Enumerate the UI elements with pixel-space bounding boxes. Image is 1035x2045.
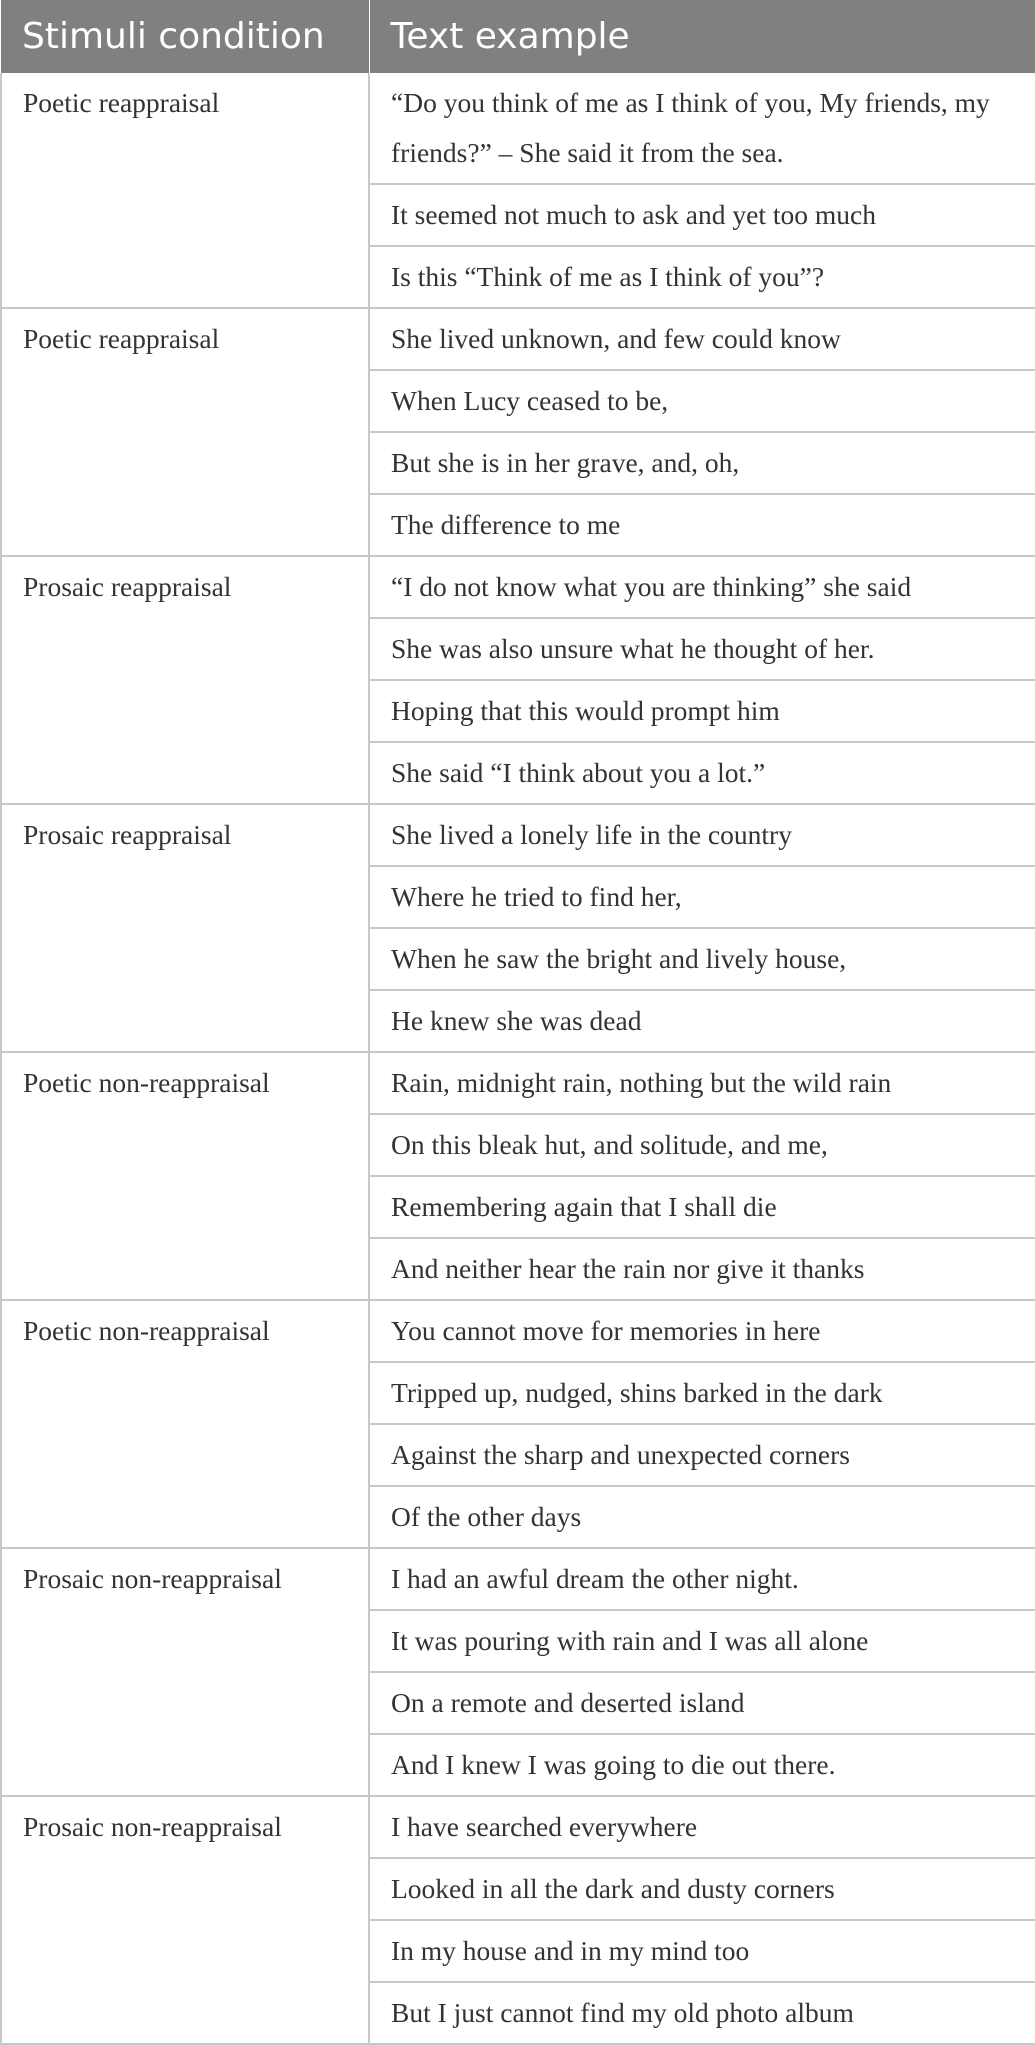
table-row — [1, 1548, 1035, 1610]
stimuli-condition-cell: Prosaic non-reappraisal — [1, 1796, 369, 2044]
text-example-cell: But I just cannot find my old photo album — [369, 1982, 1035, 2044]
text-example-cell: When he saw the bright and lively house, — [369, 928, 1035, 990]
text-example-cell: She was also unsure what he thought of her. — [369, 618, 1035, 680]
text-example-cell: It was pouring with rain and I was all alone — [369, 1610, 1035, 1672]
table-header-row — [1, 0, 1035, 73]
table-row — [1, 556, 1035, 618]
text-example-cell: Is this “Think of me as I think of you”? — [369, 246, 1035, 308]
text-example-cell: She lived a lonely life in the country — [369, 804, 1035, 866]
table-body — [1, 73, 1035, 2044]
table-row — [1, 804, 1035, 866]
text-example-cell: It seemed not much to ask and yet too much — [369, 184, 1035, 246]
text-example-cell: She lived unknown, and few could know — [369, 308, 1035, 370]
table-row — [1, 1796, 1035, 1858]
text-example-cell: And neither hear the rain nor give it thanks — [369, 1238, 1035, 1300]
text-example-cell: When Lucy ceased to be, — [369, 370, 1035, 432]
stimuli-condition-cell: Prosaic reappraisal — [1, 556, 369, 804]
column-header-text-example: Text example — [369, 0, 1035, 73]
text-example-cell: “I do not know what you are thinking” she said — [369, 556, 1035, 618]
text-example-cell: I have searched everywhere — [369, 1796, 1035, 1858]
text-example-cell: He knew she was dead — [369, 990, 1035, 1052]
table-row — [1, 73, 1035, 184]
text-example-cell: Where he tried to find her, — [369, 866, 1035, 928]
table-row — [1, 1300, 1035, 1362]
text-example-cell: You cannot move for memories in here — [369, 1300, 1035, 1362]
table-row — [1, 308, 1035, 370]
text-example-cell: She said “I think about you a lot.” — [369, 742, 1035, 804]
text-example-cell: But she is in her grave, and, oh, — [369, 432, 1035, 494]
text-example-cell: I had an awful dream the other night. — [369, 1548, 1035, 1610]
column-header-stimuli-condition: Stimuli condition — [1, 0, 369, 73]
stimuli-condition-cell: Poetic non-reappraisal — [1, 1052, 369, 1300]
stimuli-condition-cell: Prosaic reappraisal — [1, 804, 369, 1052]
text-example-cell: Of the other days — [369, 1486, 1035, 1548]
text-example-cell: On this bleak hut, and solitude, and me, — [369, 1114, 1035, 1176]
text-example-cell: Rain, midnight rain, nothing but the wild rain — [369, 1052, 1035, 1114]
text-example-cell: Remembering again that I shall die — [369, 1176, 1035, 1238]
table-row — [1, 1052, 1035, 1114]
stimuli-condition-cell: Poetic reappraisal — [1, 73, 369, 308]
text-example-cell: The difference to me — [369, 494, 1035, 556]
text-example-cell: Against the sharp and unexpected corners — [369, 1424, 1035, 1486]
stimuli-condition-cell: Prosaic non-reappraisal — [1, 1548, 369, 1796]
text-example-cell: And I knew I was going to die out there. — [369, 1734, 1035, 1796]
text-example-cell: Tripped up, nudged, shins barked in the dark — [369, 1362, 1035, 1424]
text-example-cell: In my house and in my mind too — [369, 1920, 1035, 1982]
text-example-cell: Looked in all the dark and dusty corners — [369, 1858, 1035, 1920]
stimuli-condition-cell: Poetic reappraisal — [1, 308, 369, 556]
text-example-cell: On a remote and deserted island — [369, 1672, 1035, 1734]
text-example-cell: “Do you think of me as I think of you, My friends, my friends?” – She said it from the sea. — [369, 73, 1035, 184]
text-example-cell: Hoping that this would prompt him — [369, 680, 1035, 742]
stimuli-condition-cell: Poetic non-reappraisal — [1, 1300, 369, 1548]
